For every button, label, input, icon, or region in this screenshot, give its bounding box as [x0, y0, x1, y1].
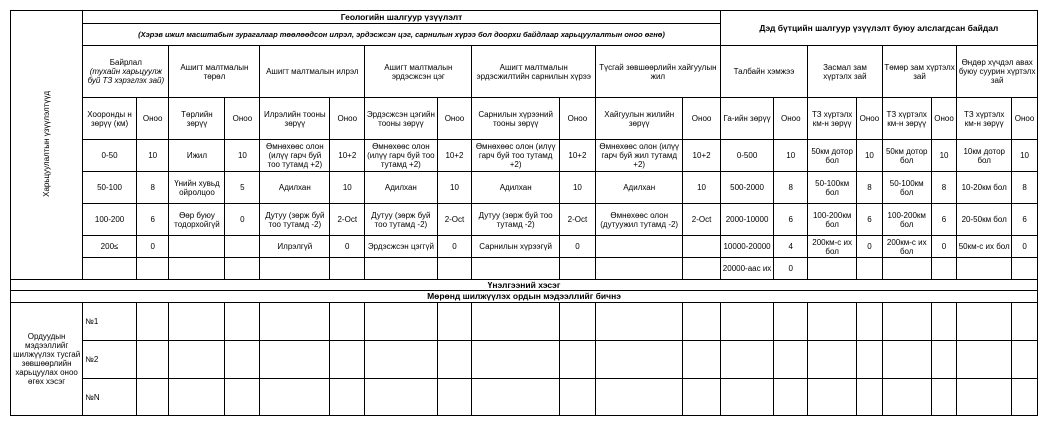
- column-header: Хооронды н зөрүү (км): [83, 98, 137, 140]
- table-cell: 200км-с их бол: [882, 236, 931, 258]
- table-cell: [437, 258, 472, 280]
- group-header: [595, 46, 720, 98]
- eval-left-label: Ордуудын мэдээллийг шилжүүлэх тусгай зөвшөөрлийн харьцуулах оноо өгөх хэсэг: [11, 303, 83, 416]
- group-label: Засмал зам хүртэлх зай: [823, 62, 867, 81]
- table-cell: 10: [437, 172, 472, 204]
- table-cell: 10: [559, 172, 595, 204]
- table-cell: 6: [774, 204, 808, 236]
- eval-cell[interactable]: [365, 379, 437, 416]
- column-header: ТЗ хүртэлх км-н зөрүү: [957, 98, 1012, 140]
- eval-cell[interactable]: [683, 379, 720, 416]
- table-cell: [83, 258, 137, 280]
- eval-cell[interactable]: [136, 303, 169, 341]
- table-cell: 6: [1012, 204, 1038, 236]
- column-header: Хайгуулын жилийн зөрүү: [595, 98, 682, 140]
- eval-cell[interactable]: [595, 303, 682, 341]
- eval-cell[interactable]: [774, 303, 808, 341]
- column-header: Оноо: [1012, 98, 1038, 140]
- eval-cell[interactable]: [720, 303, 774, 341]
- eval-cell[interactable]: [882, 341, 931, 379]
- eval-cell[interactable]: [774, 379, 808, 416]
- table-cell: Дутуу (зөрж буй тоо тутамд -2): [472, 204, 559, 236]
- table-row: [11, 236, 1038, 258]
- table-cell: 0-500: [720, 140, 774, 172]
- table-cell: 0: [774, 258, 808, 280]
- group-label: Ашигт малтмалын эрдэсжилтийн сарнилын хүрээ: [476, 62, 591, 81]
- group-header: [808, 46, 883, 98]
- eval-cell[interactable]: [437, 379, 472, 416]
- table-cell: 10: [225, 140, 260, 172]
- eval-cell[interactable]: [931, 303, 957, 341]
- eval-cell[interactable]: [260, 303, 330, 341]
- table-cell: 10000-20000: [720, 236, 774, 258]
- table-cell: Эрдэсжсэн цэггүй: [365, 236, 437, 258]
- eval-cell[interactable]: [882, 379, 931, 416]
- eval-item-label: №N: [83, 379, 137, 416]
- table-cell: Адилхан: [472, 172, 559, 204]
- table-cell: Өмнөхөөс олон (илүү гарч буй тоо тутамд +2): [472, 140, 559, 172]
- table-row: [11, 140, 1038, 172]
- eval-cell[interactable]: [957, 341, 1012, 379]
- eval-cell[interactable]: [882, 303, 931, 341]
- eval-cell[interactable]: [931, 379, 957, 416]
- table-cell: [169, 236, 225, 258]
- eval-cell[interactable]: [1012, 341, 1038, 379]
- table-cell: Өөр буюу тодорхойгүй: [169, 204, 225, 236]
- table-cell: 10: [857, 140, 883, 172]
- group-header: [472, 46, 596, 98]
- table-cell: 10+2: [559, 140, 595, 172]
- table-cell: 0: [437, 236, 472, 258]
- column-header: Оноо: [136, 98, 169, 140]
- table-cell: 200км-с их бол: [808, 236, 857, 258]
- eval-cell[interactable]: [472, 303, 559, 341]
- column-header-row: [11, 98, 1038, 140]
- group-label: Өндөр хүчдэл авах буюу суурин хүртэлх зай: [958, 58, 1036, 85]
- group-header: [169, 46, 260, 98]
- side-label: Харьцуулалтын үзүүлэлтүүд: [42, 91, 52, 197]
- side-label-cell: [11, 11, 83, 280]
- table-cell: 6: [136, 204, 169, 236]
- table-cell: [683, 236, 720, 258]
- table-cell: 2-Oct: [330, 204, 365, 236]
- column-header: Оноо: [931, 98, 957, 140]
- table-cell: 8: [136, 172, 169, 204]
- group-label: Ашигт малтмалын илрэл: [266, 67, 359, 76]
- table-cell: [957, 258, 1012, 280]
- eval-cell[interactable]: [957, 303, 1012, 341]
- table-cell: 10+2: [330, 140, 365, 172]
- table-cell: 10+2: [683, 140, 720, 172]
- eval-cell[interactable]: [595, 341, 682, 379]
- column-header: ТЗ хүртэлх км-н зөрүү: [808, 98, 857, 140]
- column-header: Оноо: [774, 98, 808, 140]
- table-cell: 4: [774, 236, 808, 258]
- table-cell: [136, 258, 169, 280]
- table-cell: 0: [559, 236, 595, 258]
- table-cell: Өмнөхөөс олон (илүү гарч буй тоо тутамд +2): [260, 140, 330, 172]
- table-cell: 0: [225, 204, 260, 236]
- evaluation-sheet: [10, 10, 1038, 416]
- eval-cell[interactable]: [136, 341, 169, 379]
- eval-cell[interactable]: [260, 379, 330, 416]
- eval-cell[interactable]: [720, 379, 774, 416]
- table-cell: 8: [774, 172, 808, 204]
- group-header: [957, 46, 1038, 98]
- table-cell: Ижил: [169, 140, 225, 172]
- table-cell: 6: [931, 204, 957, 236]
- table-cell: 10: [330, 172, 365, 204]
- table-cell: 6: [857, 204, 883, 236]
- eval-cell[interactable]: [1012, 303, 1038, 341]
- eval-cell[interactable]: [330, 303, 365, 341]
- table-cell: [330, 258, 365, 280]
- eval-title: Үнэлгээний хэсэг: [11, 280, 1038, 291]
- table-cell: 100-200: [83, 204, 137, 236]
- table-cell: [225, 236, 260, 258]
- group-header: [260, 46, 365, 98]
- table-cell: 10: [774, 140, 808, 172]
- eval-cell[interactable]: [931, 341, 957, 379]
- column-header: Эрдэсжсэн цэгийн тооны зөрүү: [365, 98, 437, 140]
- table-row: [11, 172, 1038, 204]
- eval-cell[interactable]: [136, 379, 169, 416]
- eval-cell[interactable]: [169, 341, 225, 379]
- table-cell: Адилхан: [365, 172, 437, 204]
- table-cell: 0: [136, 236, 169, 258]
- column-header: Га-ийн зөрүү: [720, 98, 774, 140]
- table-cell: 0: [1012, 236, 1038, 258]
- group-header: [83, 46, 169, 98]
- eval-cell[interactable]: [472, 341, 559, 379]
- eval-cell[interactable]: [957, 379, 1012, 416]
- geo-note: (Хэрэв ижил масштабын зурагалаар төөлөөдсон илрэл, эрдэсжсэн цэг, сарнилын хүрээ бол доорхи байдлаар харьцуулалтын оноо өгнө): [83, 24, 721, 46]
- table-cell: 50км дотор бол: [882, 140, 931, 172]
- eval-cell[interactable]: [683, 303, 720, 341]
- table-cell: 0: [931, 236, 957, 258]
- eval-cell[interactable]: [437, 341, 472, 379]
- table-cell: Өмнөхөөс олон (илүү гарч буй жил тутамд +2): [595, 140, 682, 172]
- eval-cell[interactable]: [365, 303, 437, 341]
- table-cell: 2000-10000: [720, 204, 774, 236]
- eval-cell[interactable]: [595, 379, 682, 416]
- table-cell: 8: [931, 172, 957, 204]
- table-cell: [1012, 258, 1038, 280]
- table-cell: Үнийн хувьд ойролцоо: [169, 172, 225, 204]
- eval-cell[interactable]: [169, 379, 225, 416]
- column-header: Оноо: [857, 98, 883, 140]
- eval-row: [11, 379, 1038, 416]
- table-cell: 100-200км бол: [882, 204, 931, 236]
- column-header: Оноо: [330, 98, 365, 140]
- table-cell: [595, 236, 682, 258]
- column-header: Оноо: [683, 98, 720, 140]
- eval-cell[interactable]: [437, 303, 472, 341]
- group-header: [720, 46, 807, 98]
- table-row: [11, 204, 1038, 236]
- table-cell: [882, 258, 931, 280]
- eval-cell[interactable]: [857, 341, 883, 379]
- table-cell: [931, 258, 957, 280]
- table-cell: 10: [683, 172, 720, 204]
- table-cell: Дутуу (зөрж буй тоо тутамд -2): [365, 204, 437, 236]
- group-sub-label: (тухайн харьцуулж буй ТЗ хэрэглэх зай): [87, 67, 165, 85]
- table-cell: 50-100км бол: [882, 172, 931, 204]
- table-cell: [857, 258, 883, 280]
- column-header: Төрлийн зөрүү: [169, 98, 225, 140]
- table-cell: 50км-с их бол: [957, 236, 1012, 258]
- eval-subtitle: Мөрөнд шилжүүлэх ордын мэдээллийг бичнэ: [11, 291, 1038, 303]
- eval-row: [11, 341, 1038, 379]
- eval-cell[interactable]: [472, 379, 559, 416]
- eval-cell[interactable]: [720, 341, 774, 379]
- eval-cell[interactable]: [225, 341, 260, 379]
- table-cell: 5: [225, 172, 260, 204]
- group-label: Түсгай зөвшөөрлийн хайгуулын жил: [599, 62, 717, 81]
- table-cell: 50-100: [83, 172, 137, 204]
- table-cell: [260, 258, 330, 280]
- group-header: [365, 46, 472, 98]
- header-row-1: [11, 11, 1038, 24]
- eval-cell[interactable]: [365, 341, 437, 379]
- table-cell: 0: [330, 236, 365, 258]
- table-cell: 2-Oct: [683, 204, 720, 236]
- table-cell: [169, 258, 225, 280]
- column-header: Оноо: [559, 98, 595, 140]
- eval-item-label: №2: [83, 341, 137, 379]
- table-cell: 2-Oct: [437, 204, 472, 236]
- group-label: Байрлал: [109, 58, 142, 67]
- eval-row: [11, 303, 1038, 341]
- group-label: Талбайн хэмжээ: [733, 67, 795, 76]
- eval-cell[interactable]: [774, 341, 808, 379]
- table-cell: 500-2000: [720, 172, 774, 204]
- table-cell: 20000-аас их: [720, 258, 774, 280]
- table-cell: [472, 258, 559, 280]
- eval-cell[interactable]: [330, 379, 365, 416]
- table-cell: Адилхан: [595, 172, 682, 204]
- column-header: Илрэлийн тооны зөрүү: [260, 98, 330, 140]
- table-row: [11, 258, 1038, 280]
- table-cell: [808, 258, 857, 280]
- table-cell: Илрэлгүй: [260, 236, 330, 258]
- eval-cell[interactable]: [169, 303, 225, 341]
- table-cell: Өмнөхөөс олон (дутуужил тутамд -2): [595, 204, 682, 236]
- eval-cell[interactable]: [1012, 379, 1038, 416]
- group-label: Ашигт малтмалын төрөл: [180, 62, 249, 81]
- table-cell: 20-50км бол: [957, 204, 1012, 236]
- table-cell: 2-Oct: [559, 204, 595, 236]
- geo-title: Геологийн шалгуур үзүүлэлт: [83, 11, 721, 24]
- column-header: Оноо: [437, 98, 472, 140]
- eval-cell[interactable]: [857, 303, 883, 341]
- eval-cell[interactable]: [808, 379, 857, 416]
- table-cell: 10: [1012, 140, 1038, 172]
- table-cell: 10: [931, 140, 957, 172]
- eval-cell[interactable]: [330, 341, 365, 379]
- table-cell: [559, 258, 595, 280]
- infra-title: Дэд бүтцийн шалгуур үзүүлэлт буюу алслагдсан байдал: [720, 11, 1037, 46]
- table-cell: [225, 258, 260, 280]
- table-cell: 50км дотор бол: [808, 140, 857, 172]
- table-cell: 200≤: [83, 236, 137, 258]
- table-cell: 100-200км бол: [808, 204, 857, 236]
- table-cell: [595, 258, 682, 280]
- eval-item-label: №1: [83, 303, 137, 341]
- table-cell: 10: [136, 140, 169, 172]
- eval-cell[interactable]: [559, 379, 595, 416]
- table-cell: Өмнөхөөс олон (илүү гарч буй тоо тутамд +2): [365, 140, 437, 172]
- group-label: Ашигт малтмалын эрдэсжсэн цэг: [384, 62, 453, 81]
- table-cell: 0-50: [83, 140, 137, 172]
- eval-cell[interactable]: [559, 341, 595, 379]
- column-header: ТЗ хүртэлх км-н зөрүү: [882, 98, 931, 140]
- table-cell: [365, 258, 437, 280]
- group-label: Төмөр зам хүртэлх зай: [884, 62, 955, 81]
- eval-title-row: [11, 280, 1038, 291]
- table-cell: 8: [1012, 172, 1038, 204]
- table-cell: Сарнилын хүрээгүй: [472, 236, 559, 258]
- table-cell: 8: [857, 172, 883, 204]
- table-cell: 10км дотор бол: [957, 140, 1012, 172]
- eval-cell[interactable]: [857, 379, 883, 416]
- eval-cell[interactable]: [260, 341, 330, 379]
- eval-cell[interactable]: [683, 341, 720, 379]
- eval-cell[interactable]: [808, 303, 857, 341]
- table-cell: 10-20км бол: [957, 172, 1012, 204]
- table-cell: [683, 258, 720, 280]
- table-cell: Дутуу (зөрж буй тоо тутамд -2): [260, 204, 330, 236]
- table-cell: 10+2: [437, 140, 472, 172]
- eval-cell[interactable]: [808, 341, 857, 379]
- eval-subtitle-row: [11, 291, 1038, 303]
- table-cell: 0: [857, 236, 883, 258]
- group-header: [882, 46, 957, 98]
- group-header-row: [11, 46, 1038, 98]
- table-cell: 50-100км бол: [808, 172, 857, 204]
- table-cell: Адилхан: [260, 172, 330, 204]
- eval-cell[interactable]: [559, 303, 595, 341]
- column-header: Оноо: [225, 98, 260, 140]
- column-header: Сарнилын хүрээний тооны зөрүү: [472, 98, 559, 140]
- eval-cell[interactable]: [225, 379, 260, 416]
- eval-cell[interactable]: [225, 303, 260, 341]
